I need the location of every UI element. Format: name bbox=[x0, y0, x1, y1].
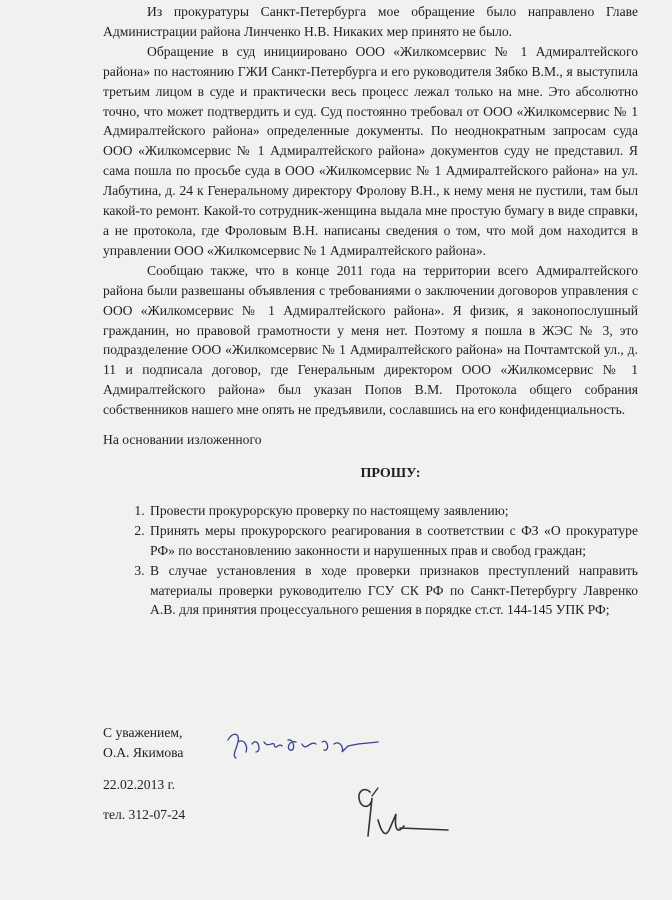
request-item: 1. Провести прокурорскую проверку по настоящему заявлению; bbox=[148, 501, 638, 521]
paragraph-court-case: Обращение в суд инициировано ООО «Жилкомсервис № 1 Адмиралтейского района» по настоянию ГЖИ Санкт-Петербурга и его руководителя Зябко В.М., я выступила третьим лицом в суде и практически весь процесс лежал только на мне. Это абсолютно точно, что может подтвердить и суд. Суд постоянно требовал от ООО «Жилкомсервис № 1 Адмиралтейского района» определенные документы. По неоднократным запросам суда ООО «Жилкомсервис № 1 Адмиралтейского района» документов суду не представил. Я сама пошла по просьбе суда в ООО «Жилкомсервис № 1 Адмиралтейского района» на ул. Лабутина, д. 24 к Генеральному директору Фролову В.Н., к нему меня не пустили, там был какой-то ремонт. Какой-то сотрудник-женщина выдала мне простую бумагу в виде справки, а не протокола, где Фроловым В.Н. написаны сведения о том, что мой дом находится в управлении ООО «Жилкомсервис № 1 Адмиралтейского района». bbox=[103, 43, 638, 258]
basis-line: На основании изложенного bbox=[103, 432, 262, 448]
paragraph-announcements: Сообщаю также, что в конце 2011 года на территории всего Адмиралтейского района были развешаны объявления с требованиями о заключении договоров управления с ООО «Жилкомсервис № 1 Адмиралтейского района». Я физик, я законопослушный гражданин, но правовой грамотности у меня нет. Поэтому я пошла в ЖЭС № 3, это подразделение ООО «Жилкомсервис № 1 Адмиралтейского района» на Почтамтской ул., д. 11 и подписала договор, где Генеральным директором ООО «Жилкомсервис № 1 Адмиралтейского района» был указан Попов В.М. Протокола общего собрания собственников нашего мне опять не предъявили, сославшись на его конфиденциальность. bbox=[103, 262, 638, 418]
phone-number: тел. 312-07-24 bbox=[103, 807, 186, 822]
letter-body bbox=[103, 2, 638, 620]
letter-date: 22.02.2013 г. bbox=[103, 777, 176, 792]
request-item: 3. В случае установления в ходе проверки признаков преступлений направить материалы проверки руководителю ГСУ СК РФ по Санкт-Петербургу Лавренко А.В. для принятия процессуального решения в порядке ст.ст. 144-145 УПК РФ; bbox=[148, 561, 638, 621]
handwritten-signature bbox=[338, 778, 468, 858]
author-name: О.А. Якимова bbox=[103, 745, 184, 760]
request-list bbox=[103, 501, 638, 620]
request-item: 2. Принять меры прокурорского реагирования в соответствии с ФЗ «О прокуратуре РФ» по восстановлению законности и нарушенных прав и свобод граждан; bbox=[148, 521, 638, 561]
paragraph-prosecutor-referral: Из прокуратуры Санкт-Петербурга мое обращение было направлено Главе Администрации района Линченко Н.В. Никаких мер принято не было. bbox=[103, 4, 638, 39]
handwritten-signature-name bbox=[218, 722, 388, 772]
closing-regards: С уважением, bbox=[103, 725, 183, 740]
request-heading: ПРОШУ: bbox=[360, 465, 421, 481]
